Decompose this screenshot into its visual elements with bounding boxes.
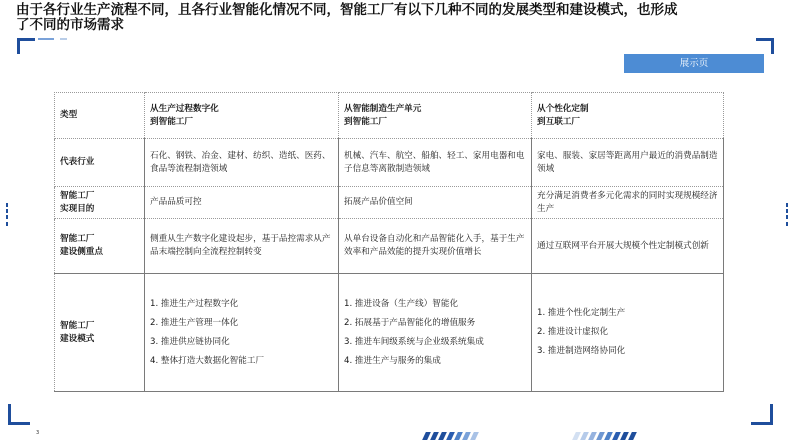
list-item: 4. 整体打造大数据化智能工厂 [150, 355, 265, 366]
header-cell-path-3: 从个性化定制 到互联工厂 [532, 93, 724, 139]
table-cell: 家电、服装、家居等距离用户最近的消费品制造领域 [532, 139, 724, 187]
table-cell: 机械、汽车、航空、船舶、轻工、家用电器和电子信息等离散制造领域 [339, 139, 532, 187]
list-item: 3. 推进制造网络协同化 [537, 346, 626, 356]
table-cell: 从单台设备自动化和产品智能化入手，基于生产效率和产品效能的提升实现价值增长 [339, 219, 532, 274]
mode-list-1 [150, 298, 333, 368]
table-cell: 通过互联网平台开展大规模个性定制模式创新 [532, 219, 724, 274]
table-cell [145, 274, 339, 392]
table-row [55, 187, 724, 219]
table-header-row [55, 93, 724, 139]
header-cell-path-1: 从生产过程数字化 到智能工厂 [145, 93, 339, 139]
row-label-focus: 智能工厂 建设侧重点 [55, 219, 145, 274]
header-cell-path-2: 从智能制造生产单元 到智能工厂 [339, 93, 532, 139]
list-item: 1. 推进设备（生产线）智能化 [344, 298, 459, 309]
table-cell [339, 274, 532, 392]
mode-list-3 [537, 307, 718, 358]
title-line-1: 由于各行业生产流程不同，且各行业智能化情况不同，智能工厂有以下几种不同的发展类型和建设模式，也形成 [16, 2, 678, 18]
comparison-table [54, 92, 724, 392]
list-item: 2. 推进设计虚拟化 [537, 327, 609, 337]
table-cell: 侧重从生产数字化建设起步，基于品控需求从产品末端控制向全流程控制转变 [145, 219, 339, 274]
table-cell: 石化、钢铁、冶金、建材、纺织、造纸、医药、食品等流程制造领域 [145, 139, 339, 187]
list-item: 3. 推进车间级系统与企业级系统集成 [344, 336, 484, 347]
table-cell: 拓展产品价值空间 [339, 187, 532, 219]
list-item: 2. 推进生产管理一体化 [150, 317, 239, 328]
row-label-mode: 智能工厂 建设模式 [55, 274, 145, 392]
slide-title [16, 3, 756, 33]
table-cell [532, 274, 724, 392]
table-cell: 充分满足消费者多元化需求的同时实现规模经济生产 [532, 187, 724, 219]
list-item: 2. 拓展基于产品智能化的增值服务 [344, 317, 476, 328]
row-label-industries: 代表行业 [55, 139, 145, 187]
list-item: 3. 推进供应链协同化 [150, 336, 230, 347]
table-cell: 产品品质可控 [145, 187, 339, 219]
page-number: 3 [36, 430, 40, 436]
table-row [55, 139, 724, 187]
list-item: 1. 推进个性化定制生产 [537, 308, 626, 318]
table-row [55, 219, 724, 274]
slide-tag: 展示页 [624, 54, 764, 73]
row-label-purpose: 智能工厂 实现目的 [55, 187, 145, 219]
mode-list-2 [344, 298, 526, 368]
table-row [55, 274, 724, 392]
list-item: 4. 推进生产与服务的集成 [344, 355, 441, 366]
header-cell-type: 类型 [55, 93, 145, 139]
title-line-2: 了不同的市场需求 [16, 17, 124, 33]
list-item: 1. 推进生产过程数字化 [150, 298, 239, 309]
